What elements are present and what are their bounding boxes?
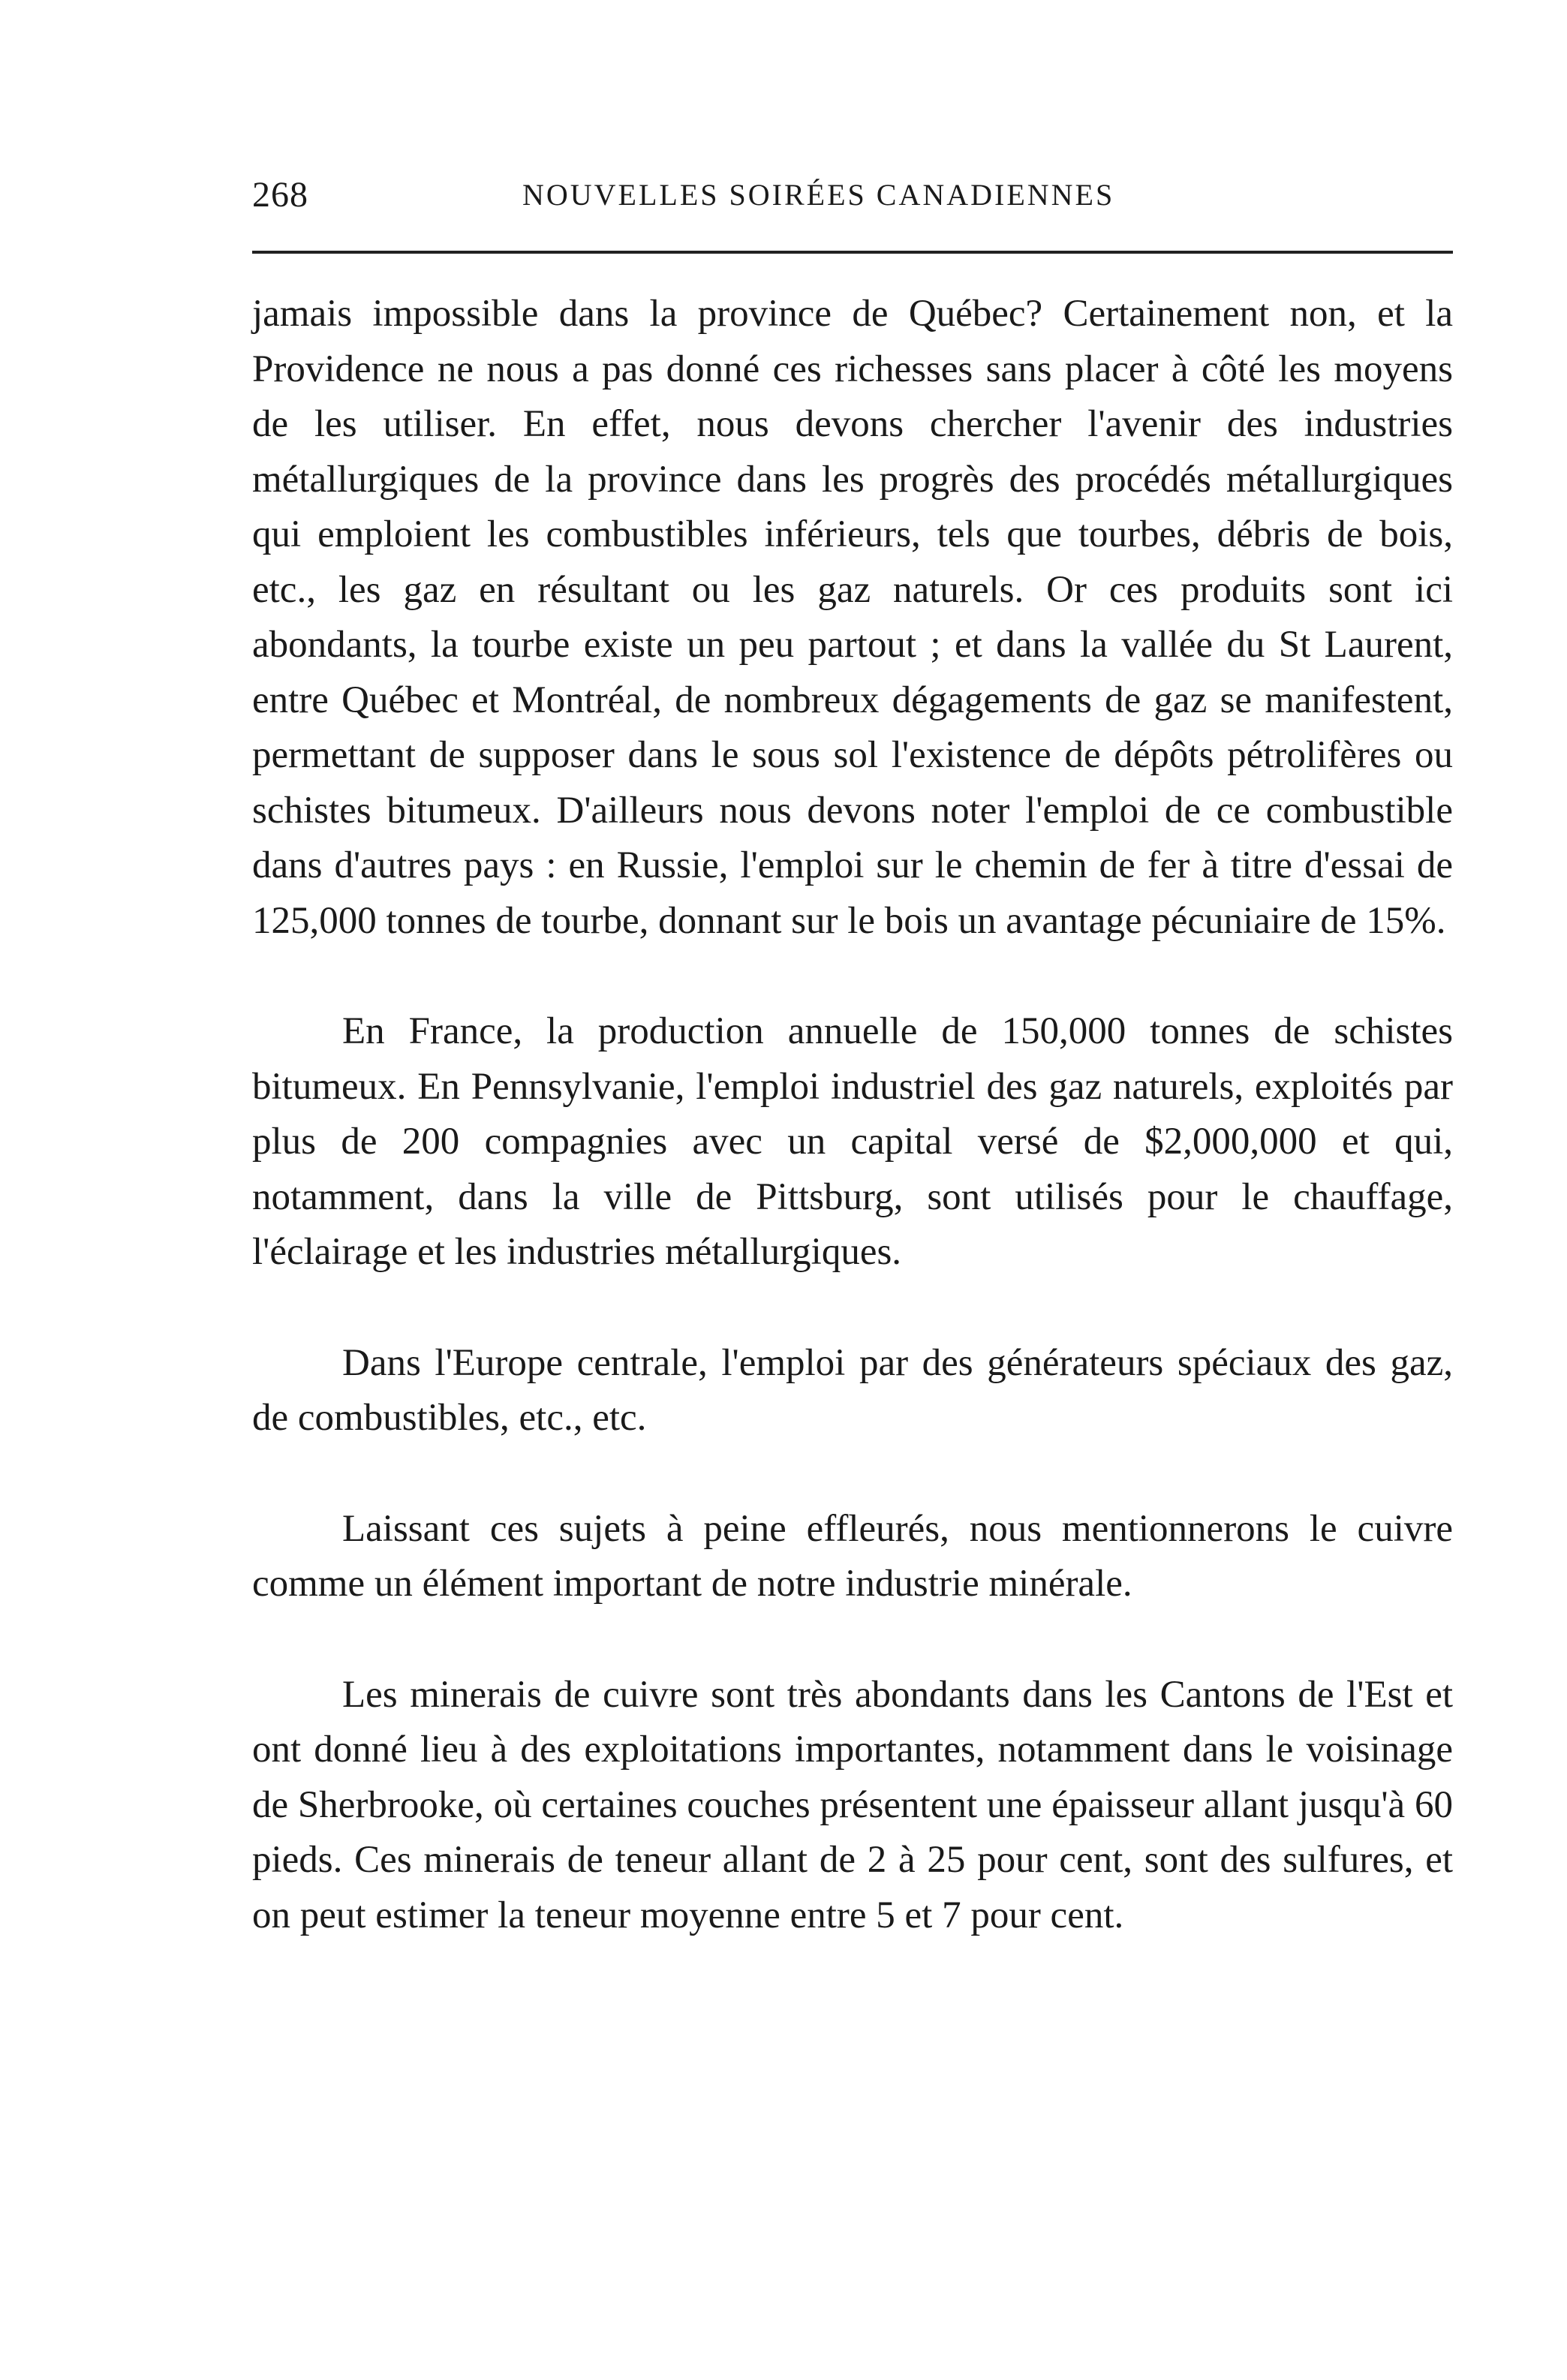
paragraph-3: Dans l'Europe centrale, l'emploi par des générateurs spéciaux des gaz, de combustibles, etc., etc.: [252, 1341, 1453, 1439]
page-number: 268: [252, 175, 308, 215]
paragraph-4: Laissant ces sujets à peine effleurés, nous mentionnerons le cuivre comme un élément important de notre industrie minérale.: [252, 1507, 1453, 1605]
paragraph-5: Les minerais de cuivre sont très abondants dans les Cantons de l'Est et ont donné lieu à des exploitations importantes, notamment dans le voisinage de Sherbrooke, où certaines couches présentent une épaisseur allant jusqu'à 60 pieds. Ces minerais de teneur allant de 2 à 25 pour cent, sont des sulfures, et on peut estimer la teneur moyenne entre 5 et 7 pour cent.: [252, 1673, 1453, 1936]
header-rule: [252, 251, 1453, 254]
paragraph-1: jamais impossible dans la province de Québec? Certainement non, et la Providence ne nous a pas donné ces richesses sans placer à côté les moyens de les utiliser. En effet, nous devons chercher l'avenir des industries métallurgiques de la province dans les progrès des procédés métallurgiques qui emploient les combustibles inférieurs, tels que tourbes, débris de bois, etc., les gaz en résultant ou les gaz naturels. Or ces produits sont ici abondants, la tourbe existe un peu partout ; et dans la vallée du St Laurent, entre Québec et Montréal, de nombreux dégagements de gaz se manifestent, permettant de supposer dans le sous sol l'existence de dépôts pétrolifères ou schistes bitumeux. D'ailleurs nous devons noter l'emploi de ce combustible dans d'autres pays : en Russie, l'emploi sur le chemin de fer à titre d'essai de 125,000 tonnes de tourbe, donnant sur le bois un avantage pécuniaire de 15%.: [252, 293, 1453, 942]
body-text: [252, 287, 1453, 1943]
running-title: NOUVELLES SOIRÉES CANADIENNES: [522, 178, 1115, 212]
page-header: [252, 174, 1453, 219]
paragraph-2: En France, la production annuelle de 150,000 tonnes de schistes bitumeux. En Pennsylvanie, l'emploi industriel des gaz naturels, exploités par plus de 200 compagnies avec un capital versé de $2,000,000 et qui, notamment, dans la ville de Pittsburg, sont utilisés pour le chauffage, l'éclairage et les industries métallurgiques.: [252, 1010, 1453, 1273]
